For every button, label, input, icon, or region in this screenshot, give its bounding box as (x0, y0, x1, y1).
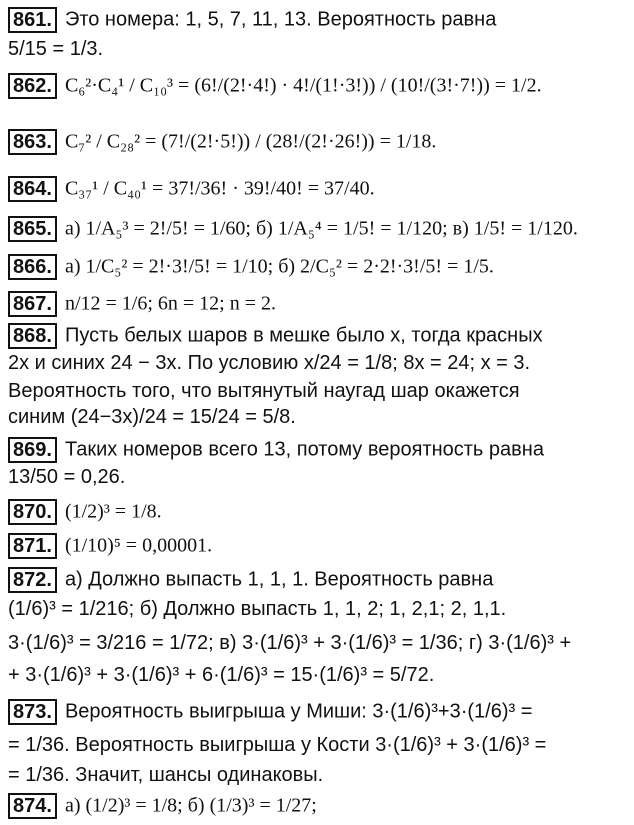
problem-number: 867. (8, 291, 57, 317)
problem-number: 871. (8, 533, 57, 559)
problem-text-line: 5/15 = 1/3. (8, 38, 104, 60)
problem-870 (8, 498, 626, 525)
problem-number: 869. (8, 437, 57, 463)
problem-864 (8, 175, 626, 202)
problem-text-line: синим (24−3x)/24 = 15/24 = 5/8. (8, 406, 296, 428)
problem-text: а) (1/2)³ = 1/8; б) (1/3)³ = 1/27; (64, 794, 317, 817)
problem-text: Это номера: 1, 5, 7, 11, 13. Вероятность равна (64, 8, 497, 31)
problem-number: 863. (8, 129, 57, 155)
problem-number: 872. (8, 567, 57, 593)
problem-869 (8, 436, 626, 463)
problem-text: C₇² / C₂₈² = (7!/(2!·5!)) / (28!/(2!·26!)) = 1/18. (64, 130, 437, 153)
problem-871 (8, 532, 626, 559)
problem-number: 870. (8, 499, 57, 525)
problem-text: C₃₇¹ / C₄₀¹ = 37!/36! · 39!/40! = 37/40. (64, 177, 375, 200)
problem-text: (1/2)³ = 1/8. (64, 500, 162, 523)
problem-text-line: 13/50 = 0,26. (8, 466, 126, 488)
problem-text-line: 3·(1/6)³ = 3/216 = 1/72; в) 3·(1/6)³ + 3·(1/6)³ = 1/36; г) 3·(1/6)³ + (8, 632, 572, 654)
problem-text-line: + 3·(1/6)³ + 3·(1/6)³ + 6·(1/6)³ = 15·(1/6)³ = 5/72. (8, 664, 435, 686)
problem-text-line: = 1/36. Значит, шансы одинаковы. (8, 764, 324, 786)
problem-text-line: 2x и синих 24 − 3x. По условию x/24 = 1/8; 8x = 24; x = 3. (8, 352, 531, 374)
problem-text: Пусть белых шаров в мешке было x, тогда красных (64, 324, 543, 347)
problem-865 (8, 215, 626, 242)
problem-text-line: Вероятность того, что вытянутый наугад шар окажется (8, 380, 520, 402)
problem-text: n/12 = 1/6; 6n = 12; n = 2. (64, 292, 277, 315)
problem-number: 866. (8, 254, 57, 280)
problem-text: Вероятность выигрыша у Миши: 3·(1/6)³+3·(1/6)³ = (64, 700, 533, 723)
problem-number: 865. (8, 216, 57, 242)
problem-867 (8, 290, 626, 317)
problem-text-line: = 1/36. Вероятность выигрыша у Кости 3·(1/6)³ + 3·(1/6)³ = (8, 734, 547, 756)
problem-863 (8, 128, 626, 155)
problem-text: а) 1/C₅² = 2!·3!/5! = 1/10; б) 2/C₅² = 2·2!·3!/5! = 1/5. (64, 255, 494, 278)
problem-text: а) Должно выпасть 1, 1, 1. Вероятность равна (64, 568, 494, 591)
problem-text: Таких номеров всего 13, потому вероятность равна (64, 438, 544, 461)
problem-number: 864. (8, 176, 57, 202)
problem-868 (8, 322, 626, 349)
problem-number: 874. (8, 793, 57, 819)
problem-873 (8, 698, 626, 725)
problem-862 (8, 72, 626, 99)
problem-text: (1/10)⁵ = 0,00001. (64, 534, 213, 557)
problem-text: C₆²·C₄¹ / C₁₀³ = (6!/(2!·4!) · 4!/(1!·3!)) / (10!/(3!·7!)) = 1/2. (64, 74, 542, 97)
problem-872 (8, 566, 626, 593)
problem-number: 873. (8, 699, 57, 725)
problem-number: 868. (8, 323, 57, 349)
problem-866 (8, 253, 626, 280)
problem-text: а) 1/A₅³ = 2!/5! = 1/60; б) 1/A₅⁴ = 1/5! = 1/120; в) 1/5! = 1/120. (64, 217, 578, 240)
problem-number: 861. (8, 7, 57, 33)
problem-861 (8, 6, 626, 33)
problem-number: 862. (8, 73, 57, 99)
problem-874 (8, 792, 626, 819)
problem-text-line: (1/6)³ = 1/216; б) Должно выпасть 1, 1, 2; 1, 2,1; 2, 1,1. (8, 598, 507, 620)
